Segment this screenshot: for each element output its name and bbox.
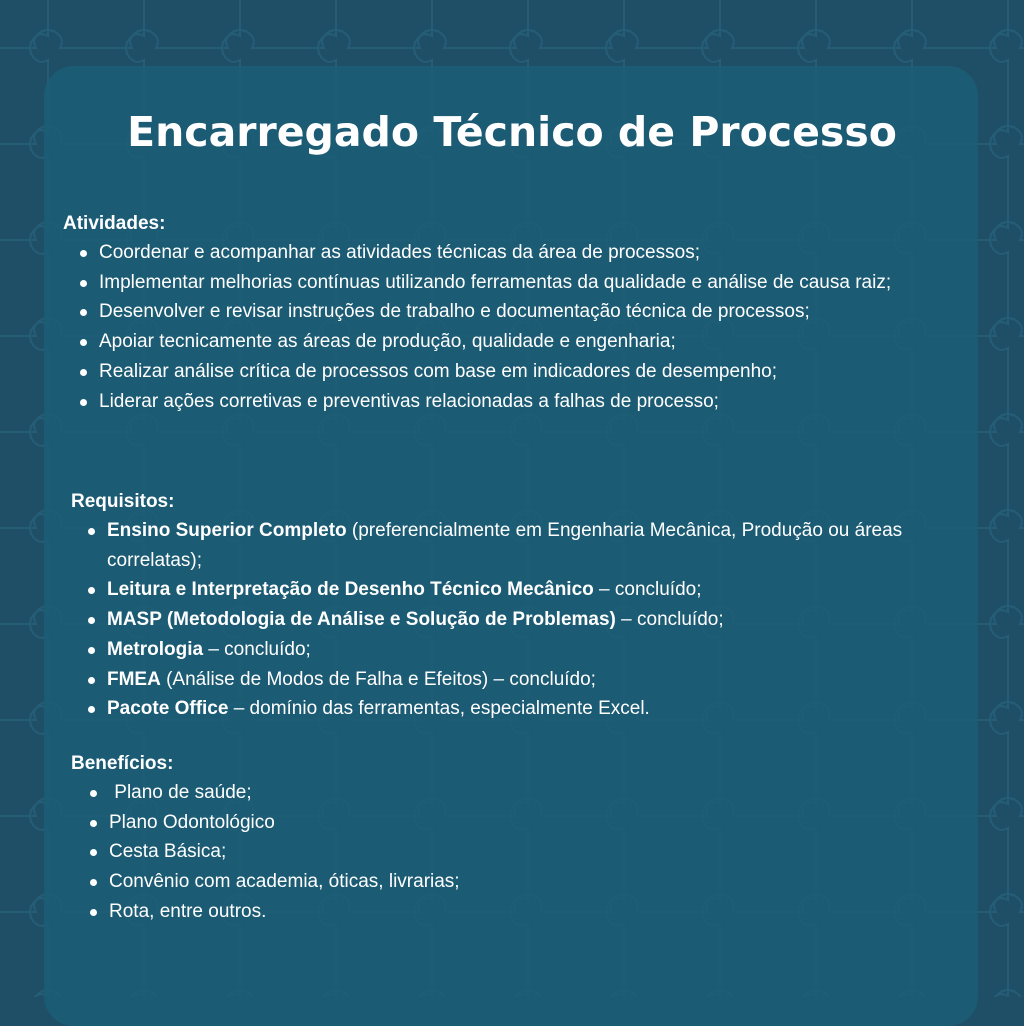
bullet-icon: [90, 790, 97, 797]
requisitos-heading: Requisitos:: [71, 491, 175, 512]
requisitos-list: [71, 516, 971, 724]
atividades-list: [63, 238, 963, 416]
list-item: MASP (Metodologia de Análise e Solução de Problemas) – concluído;: [71, 605, 971, 635]
list-item: Ensino Superior Completo (preferencialmente em Engenharia Mecânica, Produção ou áreas correlatas);: [71, 516, 947, 575]
list-item: Plano Odontológico: [71, 808, 971, 838]
page-title: Encarregado Técnico de Processo: [127, 108, 897, 156]
bullet-icon: [80, 339, 87, 346]
bullet-icon: [88, 617, 95, 624]
list-item: Plano de saúde;: [71, 778, 971, 808]
list-item: Implementar melhorias contínuas utilizando ferramentas da qualidade e análise de causa raiz;: [63, 268, 949, 298]
bullet-icon: [90, 879, 97, 886]
list-item: Pacote Office – domínio das ferramentas, especialmente Excel.: [71, 694, 971, 724]
list-item: Realizar análise crítica de processos com base em indicadores de desempenho;: [63, 357, 963, 387]
atividades-section: [63, 210, 963, 416]
list-item: Leitura e Interpretação de Desenho Técnico Mecânico – concluído;: [71, 575, 971, 605]
beneficios-list: [71, 778, 971, 927]
bullet-icon: [80, 250, 87, 257]
bullet-icon: [90, 849, 97, 856]
list-item: Coordenar e acompanhar as atividades técnicas da área de processos;: [63, 238, 963, 268]
list-item: Apoiar tecnicamente as áreas de produção, qualidade e engenharia;: [63, 327, 963, 357]
list-item: FMEA (Análise de Modos de Falha e Efeitos) – concluído;: [71, 665, 971, 695]
bullet-icon: [90, 820, 97, 827]
beneficios-section: [71, 750, 971, 927]
bullet-icon: [88, 706, 95, 713]
list-item: Convênio com academia, óticas, livrarias;: [71, 867, 971, 897]
beneficios-heading: Benefícios:: [71, 753, 174, 774]
atividades-heading: Atividades:: [63, 213, 166, 234]
list-item: Liderar ações corretivas e preventivas relacionadas a falhas de processo;: [63, 387, 963, 417]
bullet-icon: [80, 280, 87, 287]
bullet-icon: [88, 647, 95, 654]
bullet-icon: [80, 399, 87, 406]
requisitos-section: [71, 488, 971, 724]
bullet-icon: [90, 909, 97, 916]
list-item: Rota, entre outros.: [71, 897, 971, 927]
bullet-icon: [88, 587, 95, 594]
list-item: Desenvolver e revisar instruções de trabalho e documentação técnica de processos;: [63, 297, 963, 327]
bullet-icon: [80, 369, 87, 376]
list-item: Metrologia – concluído;: [71, 635, 971, 665]
list-item: Cesta Básica;: [71, 837, 971, 867]
bullet-icon: [80, 309, 87, 316]
bullet-icon: [88, 528, 95, 535]
bullet-icon: [88, 677, 95, 684]
